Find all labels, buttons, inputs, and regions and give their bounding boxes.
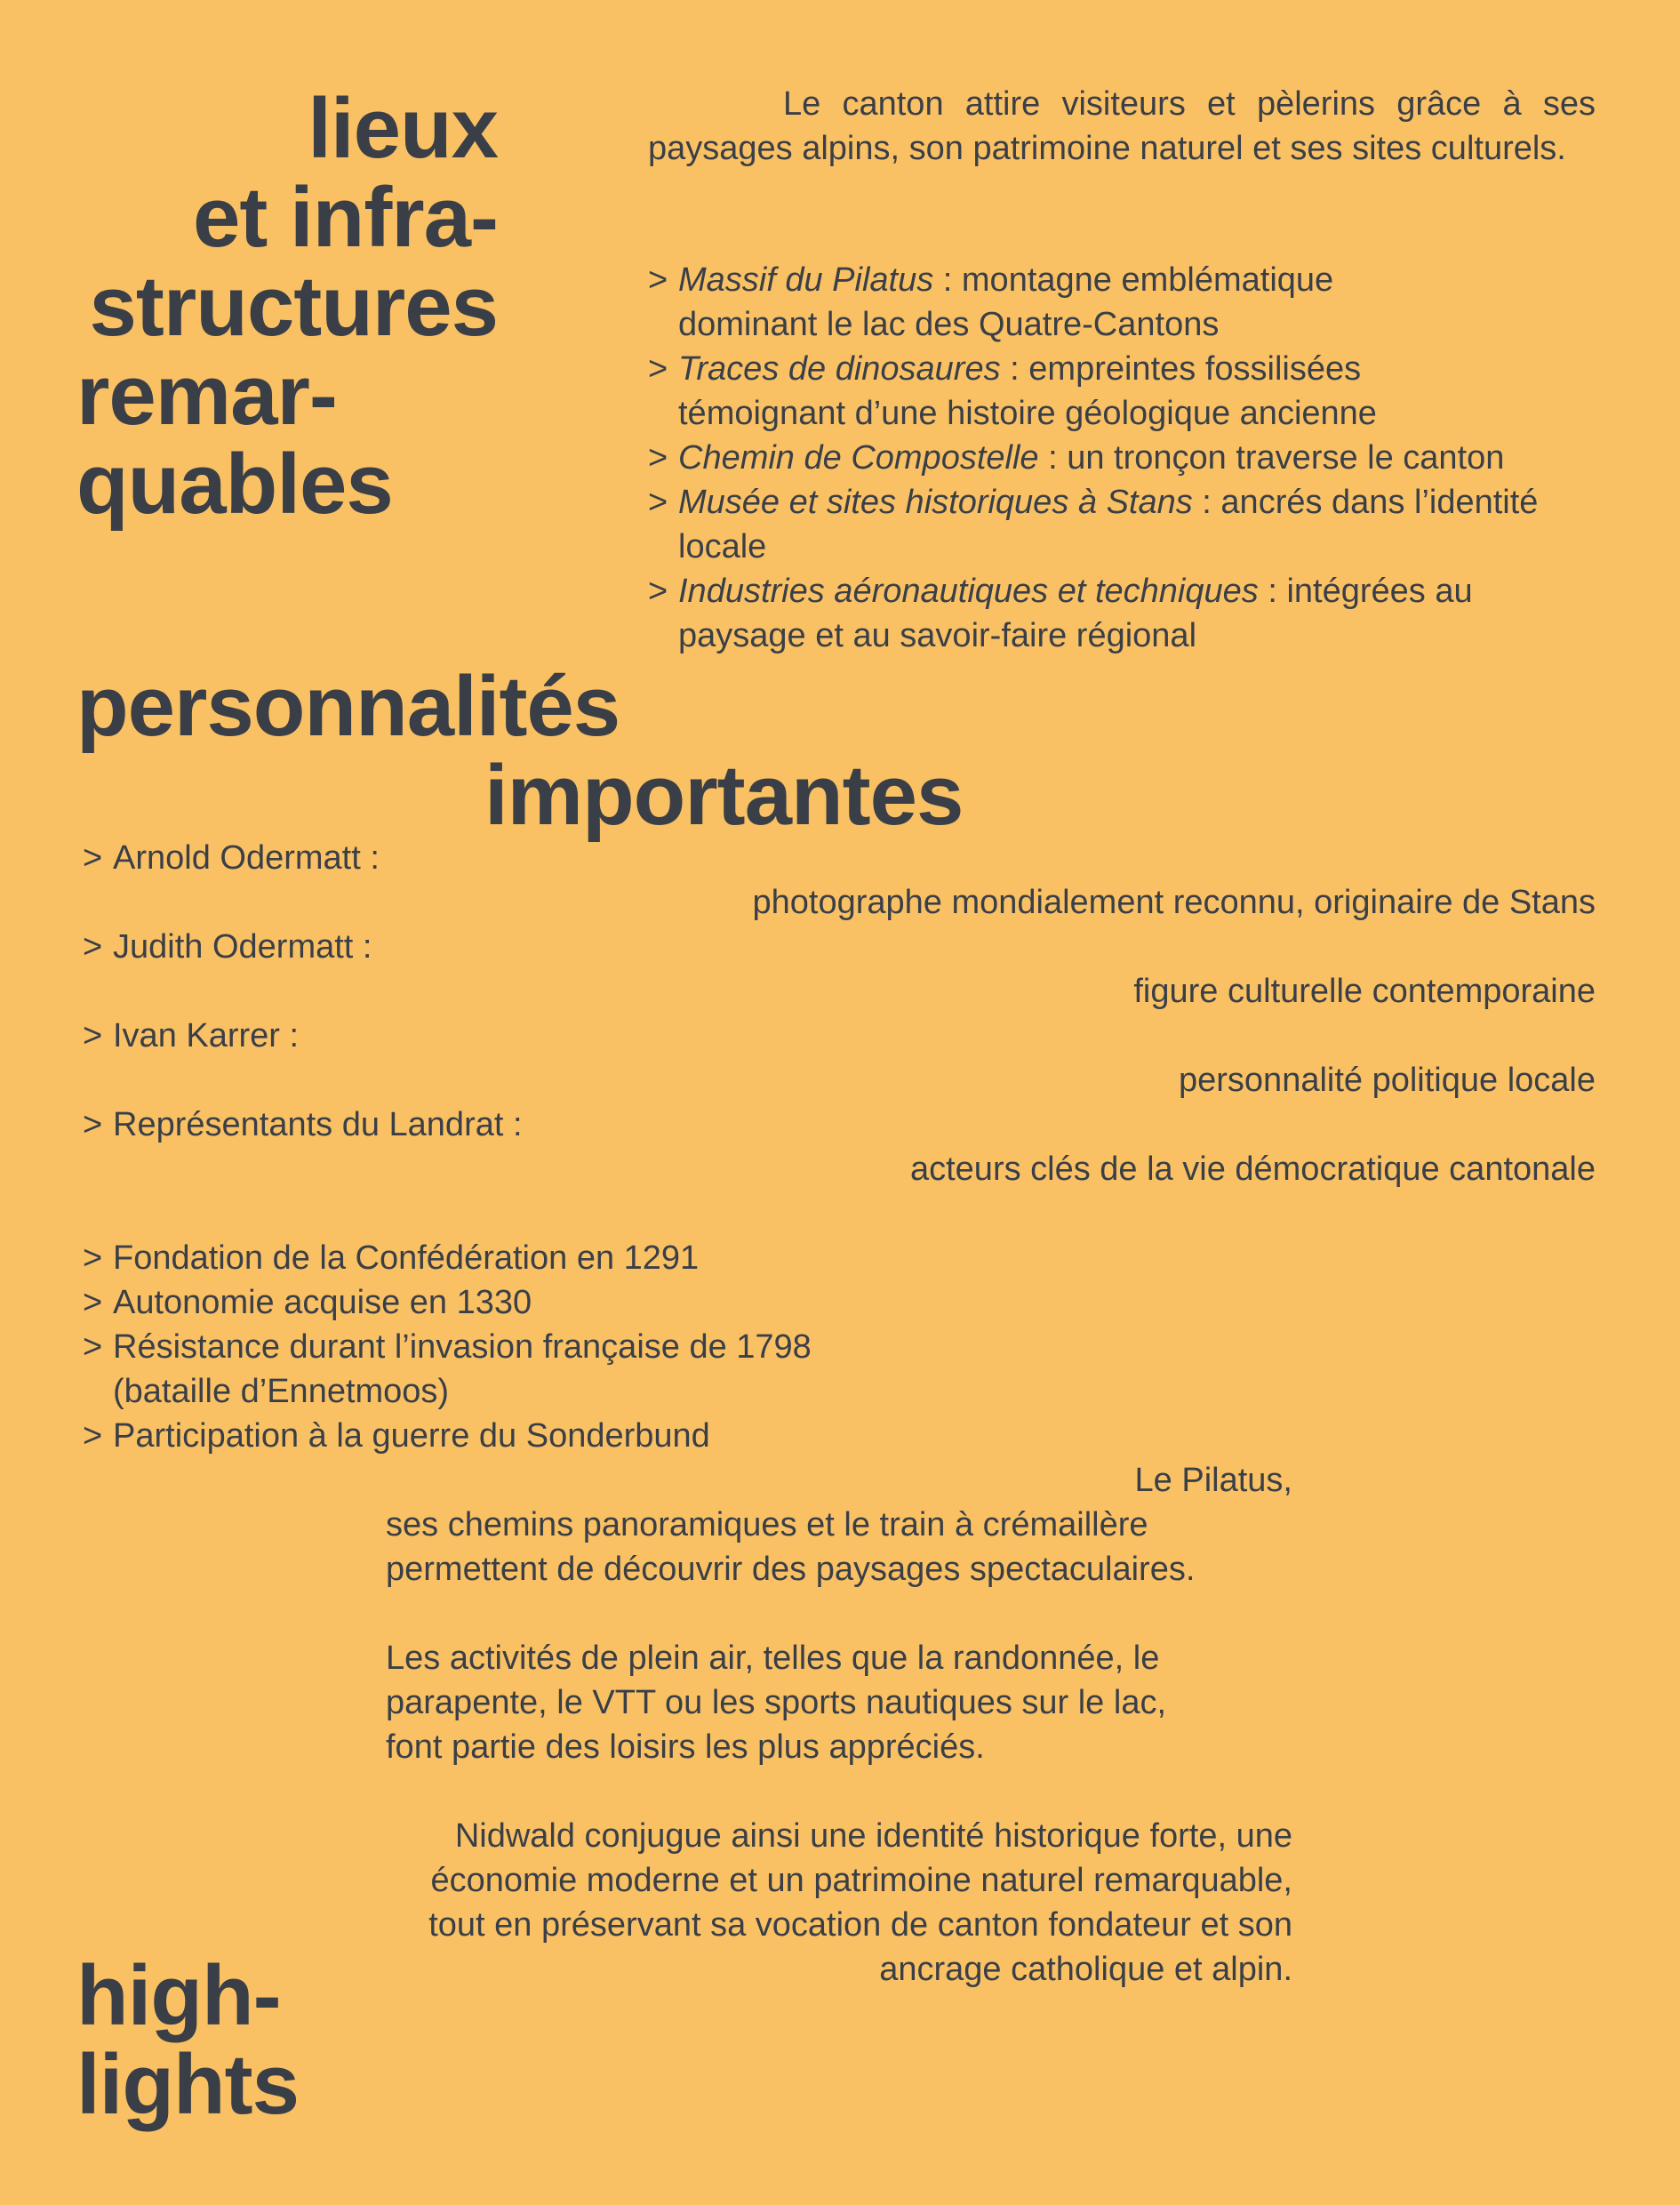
place-name: Musée et sites historiques à Stans xyxy=(678,484,1193,521)
place-name: Massif du Pilatus xyxy=(678,261,934,299)
list-item xyxy=(83,1102,1596,1191)
place-desc: : un tronçon traverse le canton xyxy=(1038,439,1505,477)
list-item xyxy=(83,925,1596,1014)
person-name: Judith Odermatt : xyxy=(113,928,372,966)
bullet-glyph: > xyxy=(83,1284,103,1321)
place-name: Industries aéronautiques et techniques xyxy=(678,573,1259,610)
history-list xyxy=(83,1236,918,1458)
person-desc: photographe mondialement reconnu, originaire de Stans xyxy=(752,884,1596,921)
places-heading-line: quables xyxy=(76,437,393,532)
person-name-row xyxy=(83,836,1596,880)
places-heading-line: structures xyxy=(89,259,498,354)
people-heading-line1: personnalités xyxy=(76,659,620,754)
bullet-glyph: > xyxy=(648,573,668,610)
list-item xyxy=(83,1014,1596,1102)
place-name: Traces de dinosaures xyxy=(678,350,1001,388)
bullet-glyph: > xyxy=(83,928,103,966)
person-desc: acteurs clés de la vie démocratique cantonale xyxy=(909,1151,1596,1188)
people-heading-line2: importantes xyxy=(484,748,964,843)
highlights-conclusion: Nidwald conjugue ainsi une identité historique forte, une économie moderne et un patrimoine naturel remarquable, tout en préservant sa vocation de canton fondateur et son ancrage catholique et alpin. xyxy=(428,1817,1292,1988)
places-intro: Le canton attire visiteurs et pèlerins grâce à ses paysages alpins, son patrimoine naturel et ses sites culturels. xyxy=(648,85,1596,167)
history-text: Participation à la guerre du Sonderbund xyxy=(113,1417,710,1455)
person-name: Ivan Karrer : xyxy=(113,1017,300,1054)
list-item xyxy=(648,258,1478,347)
places-heading-line: remar- xyxy=(76,348,337,443)
history-text: Résistance durant l’invasion française de 1798 (bataille d’Ennetmoos) xyxy=(113,1328,812,1410)
highlights-heading-line: high- xyxy=(76,1948,281,2043)
bullet-glyph: > xyxy=(83,1328,103,1366)
list-item xyxy=(83,1280,918,1325)
place-desc: : ancrés dans l’identité locale xyxy=(678,484,1539,565)
highlights-paragraph: ses chemins panoramiques et le train à crémaillère permettent de découvrir des paysages spectaculaires. xyxy=(386,1506,1196,1588)
places-heading-line: et infra- xyxy=(192,170,498,265)
place-desc: : montagne emblématique dominant le lac des Quatre-Cantons xyxy=(678,261,1334,343)
places-heading-cont xyxy=(76,348,521,532)
list-item xyxy=(83,1325,895,1414)
highlights-text xyxy=(386,1458,1292,1992)
list-item xyxy=(648,436,1638,480)
places-heading xyxy=(53,81,498,354)
list-item xyxy=(83,836,1596,925)
highlights-heading-line: lights xyxy=(76,2037,299,2132)
person-name-row xyxy=(83,1102,1596,1147)
list-item xyxy=(83,1414,918,1458)
place-name: Chemin de Compostelle xyxy=(678,439,1039,477)
highlights-heading xyxy=(76,1948,299,2132)
bullet-glyph: > xyxy=(648,484,668,521)
person-desc: personnalité politique locale xyxy=(1179,1062,1596,1099)
person-name-row xyxy=(83,1014,1596,1058)
people-list xyxy=(83,836,1596,1191)
place-desc: : intégrées au paysage et au savoir-faire régional xyxy=(678,573,1473,654)
person-name: Représentants du Landrat : xyxy=(113,1106,523,1143)
history-text: Fondation de la Confédération en 1291 xyxy=(113,1239,700,1277)
place-desc: : empreintes fossilisées témoignant d’une histoire géologique ancienne xyxy=(678,350,1377,432)
person-name: Arnold Odermatt : xyxy=(113,839,380,877)
bullet-glyph: > xyxy=(83,1239,103,1277)
list-item xyxy=(648,347,1514,436)
bullet-glyph: > xyxy=(83,1417,103,1455)
person-name-row xyxy=(83,925,1596,969)
highlights-paragraph: Les activités de plein air, telles que la randonnée, le parapente, le VTT ou les sports nautiques sur le lac, font partie des loisirs les plus appréciés. xyxy=(386,1640,1167,1766)
bullet-glyph: > xyxy=(83,1106,103,1143)
list-item xyxy=(83,1236,918,1280)
bullet-glyph: > xyxy=(648,439,668,477)
bullet-glyph: > xyxy=(83,1017,103,1054)
list-item xyxy=(648,480,1567,569)
history-text: Autonomie acquise en 1330 xyxy=(113,1284,532,1321)
highlights-lead: Le Pilatus, xyxy=(1134,1462,1292,1499)
person-desc: figure culturelle contemporaine xyxy=(1133,973,1596,1010)
list-item xyxy=(648,569,1523,658)
bullet-glyph: > xyxy=(83,839,103,877)
places-list xyxy=(648,258,1608,658)
bullet-glyph: > xyxy=(648,350,668,388)
bullet-glyph: > xyxy=(648,261,668,299)
places-heading-line: lieux xyxy=(308,81,498,176)
